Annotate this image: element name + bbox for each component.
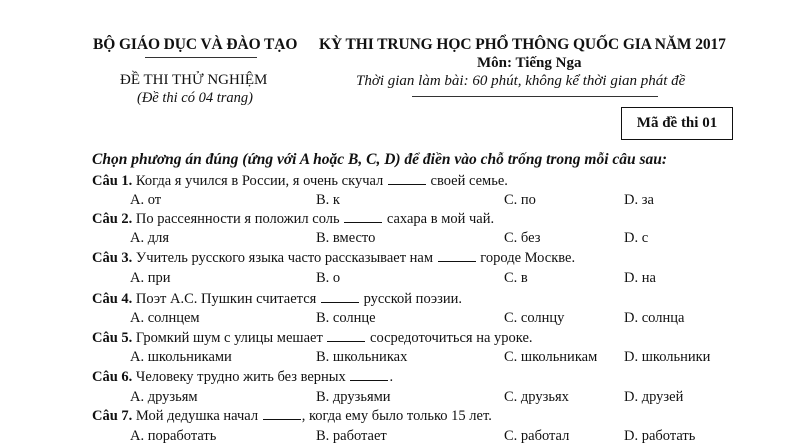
blank [438,249,476,262]
question-7 [92,407,492,425]
option-d: D. работать [624,428,696,444]
question-label: Câu 7. [92,408,133,424]
divider [412,96,658,97]
exam-subject: Môn: Tiếng Nga [477,55,582,71]
option-d: D. солнца [624,310,685,326]
option-a: A. при [130,270,171,286]
question-label: Câu 5. [92,330,133,346]
divider [145,57,257,58]
page-count-note: (Đề thi có 04 trang) [137,90,253,106]
blank [263,407,301,420]
option-a: A. от [130,192,162,208]
option-c: C. друзьях [504,389,569,405]
option-b: B. к [316,192,340,208]
exam-code-box [621,107,733,140]
question-text: русской поэзии. [363,291,462,307]
option-a: A. друзьям [130,389,198,405]
question-3 [92,249,575,267]
question-4 [92,290,462,308]
option-a: A. школьниками [130,349,232,365]
exam-code: Mã đề thi 01 [636,115,718,131]
option-b: B. солнце [316,310,376,326]
question-text: сахара в мой чай. [386,211,495,227]
option-c: C. по [504,192,536,208]
question-text: . [389,369,394,385]
question-text: По рассеянности я положил соль [135,211,340,227]
question-label: Câu 6. [92,369,133,385]
question-2 [92,210,494,228]
option-d: D. за [624,192,654,208]
question-1 [92,172,508,190]
question-text: сосредоточиться на уроке. [370,330,533,346]
question-label: Câu 2. [92,211,133,227]
option-c: C. работал [504,428,570,444]
question-label: Câu 4. [92,291,133,307]
question-text: Когда я учился в России, я очень скучал [135,173,384,189]
option-d: D. школьники [624,349,711,365]
question-text: городе Москве. [480,250,576,266]
option-c: C. в [504,270,528,286]
blank [321,290,359,303]
question-text: , когда ему было только 15 лет. [301,408,492,424]
option-d: D. с [624,230,649,246]
question-text: Громкий шум с улицы мешает [135,330,323,346]
question-label: Câu 1. [92,173,133,189]
option-d: D. друзей [624,389,684,405]
option-c: C. школьникам [504,349,598,365]
option-b: B. друзьями [316,389,391,405]
time-note: Thời gian làm bài: 60 phút, không kể thời gian phát đề [356,73,686,89]
question-5 [92,329,533,347]
option-a: A. для [130,230,170,246]
option-a: A. солнцем [130,310,200,326]
option-a: A. поработать [130,428,217,444]
instruction: Chọn phương án đúng (ứng với A hoặc B, C, D) để điền vào chỗ trống trong mỗi câu sau: [92,151,668,168]
exam-title: KỲ THI TRUNG HỌC PHỔ THÔNG QUỐC GIA NĂM 2017 [319,36,726,53]
option-c: C. без [504,230,541,246]
blank [327,329,365,342]
question-text: Мой дедушка начал [135,408,259,424]
blank [388,172,426,185]
option-b: B. о [316,270,341,286]
option-d: D. на [624,270,656,286]
blank [344,210,382,223]
ministry-name: BỘ GIÁO DỤC VÀ ĐÀO TẠO [93,36,298,53]
option-b: B. вместо [316,230,376,246]
question-label: Câu 3. [92,250,133,266]
option-b: B. работает [316,428,387,444]
option-b: B. школьниках [316,349,408,365]
question-text: Человеку трудно жить без верных [135,369,346,385]
option-c: C. солнцу [504,310,565,326]
question-text: Учитель русского языка часто рассказывает нам [135,250,434,266]
question-text: Поэт А.С. Пушкин считается [135,291,317,307]
question-text: своей семье. [430,173,508,189]
exam-type: ĐỀ THI THỬ NGHIỆM [120,72,268,88]
question-6 [92,368,393,386]
blank [350,368,388,381]
